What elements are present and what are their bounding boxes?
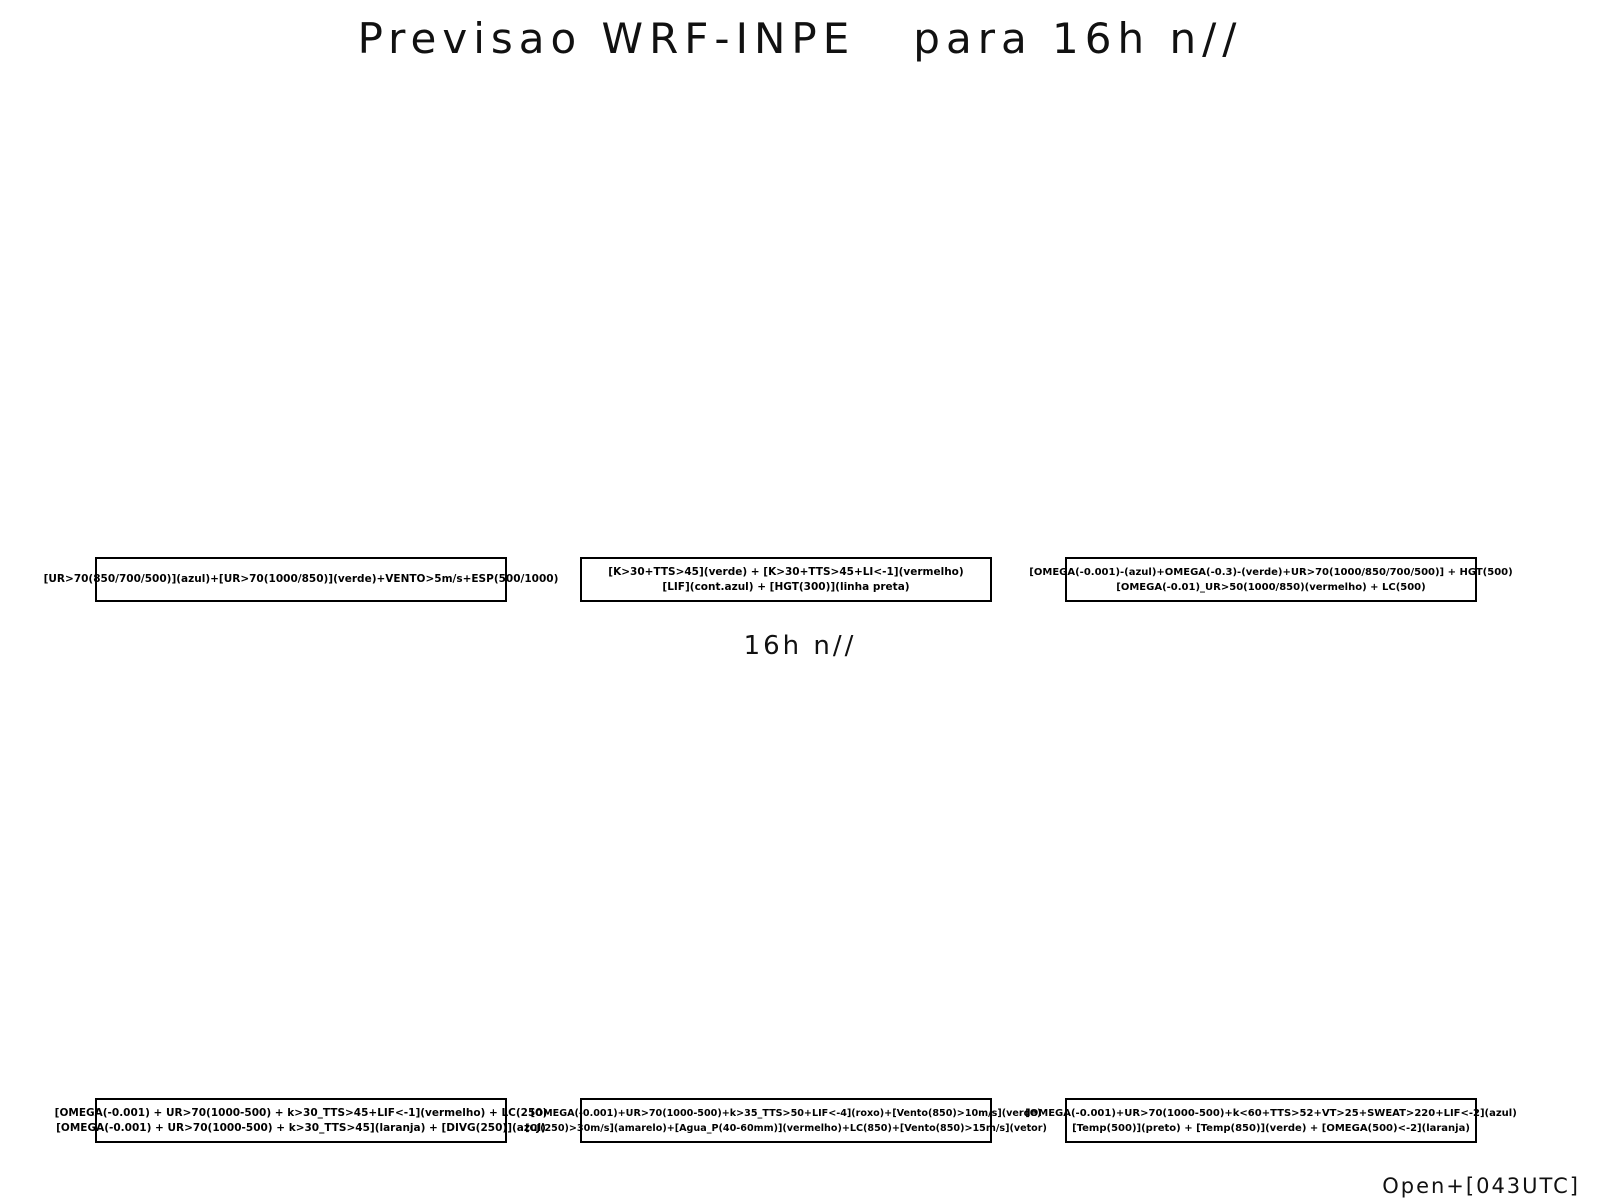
legend-line: [UR>70(850/700/500)](azul)+[UR>70(1000/850)](verde)+VENTO>5m/s+ESP(500/1000) [43, 573, 559, 585]
legend-box-bottom-middle [525, 1098, 1047, 1143]
legend-line: [OMEGA(-0.001) + UR>70(1000-500) + k>30_TTS>45+LIF<-1](vermelho) + LC(250) [54, 1106, 548, 1119]
legend-line: [OMEGA(-0.01)_UR>50(1000/850)(vermelho) + LC(500) [1116, 581, 1426, 593]
legend-line: [K>30+TTS>45](verde) + [K>30+TTS>45+LI<-1](vermelho) [608, 565, 964, 578]
legend-box-top-right [1029, 557, 1513, 602]
legend-box-bottom-right [1025, 1098, 1517, 1143]
legend-line: [LIF](cont.azul) + [HGT(300)](linha preta) [662, 580, 910, 593]
legend-line: [OMEGA(-0.001)+UR>70(1000-500)+k<60+TTS>52+VT>25+SWEAT>220+LIF<-2](azul) [1025, 1107, 1517, 1119]
page-title: Previsao WRF-INPE para 16h n// [357, 14, 1243, 63]
legend-box-top-middle [580, 557, 992, 602]
legend-line: [Temp(500)](preto) + [Temp(850)](verde) + [OMEGA(500)<-2](laranja) [1072, 1122, 1470, 1134]
legend-box-bottom-left [54, 1098, 548, 1143]
middle-caption: 16h n// [743, 631, 857, 661]
corner-stamp: Open+[043UTC] [1382, 1174, 1580, 1198]
legend-line: [OMEGA(-0.001)+UR>70(1000-500)+k>35_TTS>50+LIF<-4](roxo)+[Vento(850)>10m/s](verde) [530, 1107, 1042, 1119]
legend-line: [OMEGA(-0.001) + UR>70(1000-500) + k>30_TTS>45](laranja) + [DIVG(250)](azul) [56, 1121, 546, 1134]
legend-box-top-left [43, 557, 559, 602]
legend-line: [CJ(250)>30m/s](amarelo)+[Agua_P(40-60mm)](vermelho)+LC(850)+[Vento(850)>15m/s](vetor) [525, 1122, 1047, 1134]
legend-line: [OMEGA(-0.001)-(azul)+OMEGA(-0.3)-(verde)+UR>70(1000/850/700/500)] + HGT(500) [1029, 566, 1513, 578]
